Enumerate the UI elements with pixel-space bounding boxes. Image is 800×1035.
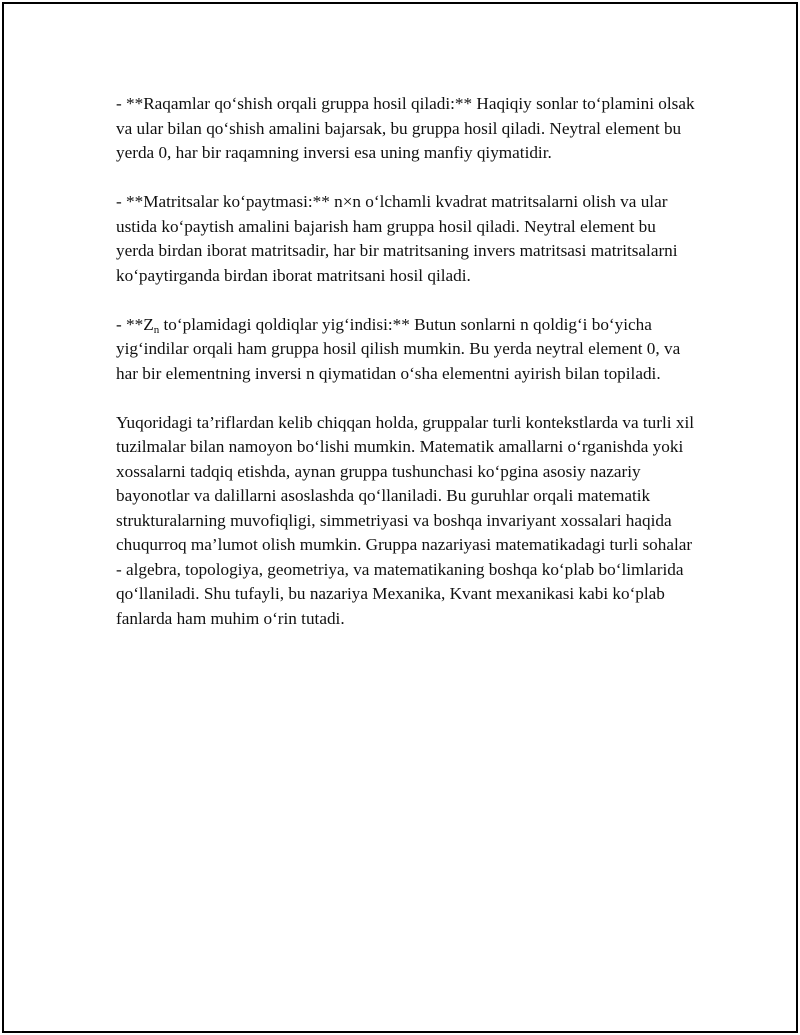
zn-prefix: - **Z [116,314,154,334]
paragraph-zn-residues [116,313,696,387]
document-body [116,92,696,656]
paragraph-conclusion: Yuqoridagi ta’riflardan kelib chiqqan holda, gruppalar turli kontekstlarda va turli xil tuzilmalar bilan namoyon bo‘lishi mumkin. Matematik amallarni o‘rganishda yoki xossalarni tadqiq etishda, aynan gruppa tushunchasi ko‘pgina asosiy nazariy bayonotlar va dalillarni asoslashda qo‘llaniladi. Bu guruhlar orqali matematik strukturalarning muvofiqligi, simmetriyasi va boshqa invariyant xossalari haqida chuqurroq ma’lumot olish mumkin. Gruppa nazariyasi matematikadagi turli sohalar - algebra, topologiya, geometriya, va matematikaning boshqa ko‘plab bo‘limlarida qo‘llaniladi. Shu tufayli, bu nazariya Mexanika, Kvant mexanikasi kabi ko‘plab fanlarda ham muhim o‘rin tutadi. [116,412,694,628]
zn-rest: to‘plamidagi qoldiqlar yig‘indisi:** Butun sonlarni n qoldig‘i bo‘yicha yig‘indilar orqali ham gruppa hosil qilish mumkin. Bu yerda neytral element 0, va har bir elementning inversi n qiymatidan o‘sha elementni ayirish bilan topiladi. [116,314,681,383]
zn-subscript: n [153,323,160,336]
paragraph-matrix-product: - **Matritsalar ko‘paytmasi:** n×n o‘lchamli kvadrat matritsalarni olish va ular ustida ko‘paytish amalini bajarish ham gruppa hosil qiladi. Neytral element bu yerda birdan iborat matritsadir, har bir matritsaning invers matritsasi matritsalarni ko‘paytirganda birdan iborat matritsani hosil qiladi. [116,192,678,285]
paragraph-addition-group: - **Raqamlar qo‘shish orqali gruppa hosil qiladi:** Haqiqiy sonlar to‘plamini olsak va ular bilan qo‘shish amalini bajarsak, bu gruppa hosil qiladi. Neytral element bu yerda 0, har bir raqamning inversi esa uning manfiy qiymatidir. [116,94,695,162]
